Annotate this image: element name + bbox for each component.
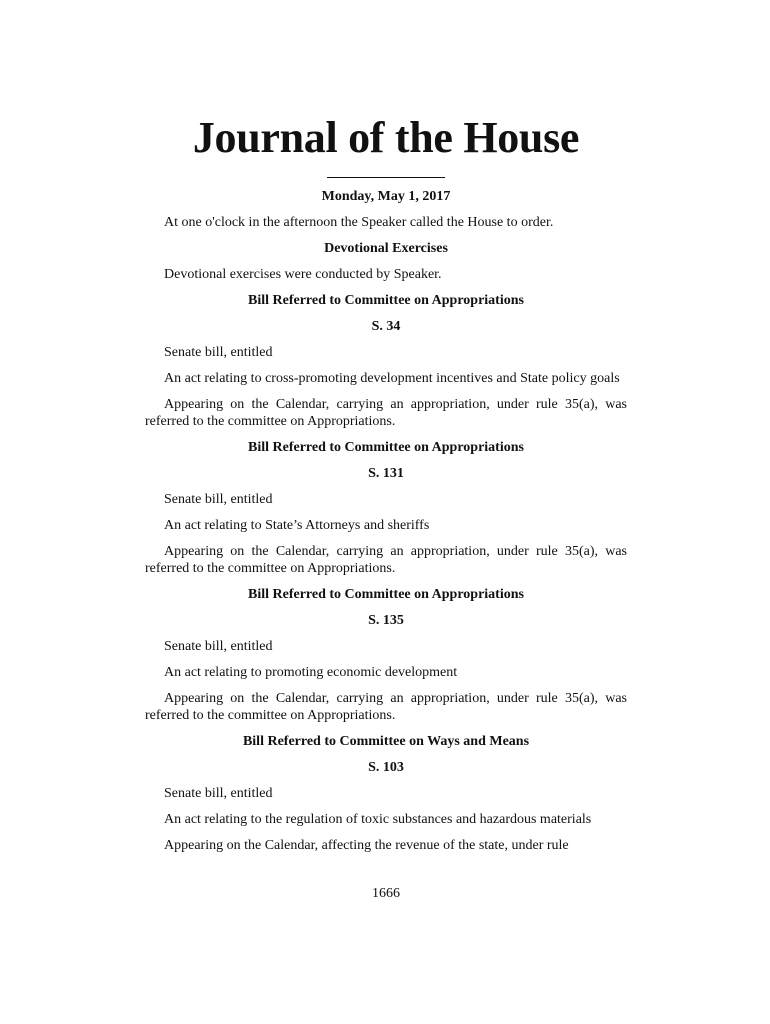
bill-intro: Senate bill, entitled [164,345,273,360]
bill-referral-text: Appearing on the Calendar, carrying an appropriation, under rule 35(a), was referred to the committee on Appropriations. [145,691,627,723]
journal-body [145,188,627,863]
call-to-order-text: At one o'clock in the afternoon the Speaker called the House to order. [164,215,554,230]
bill-act-title: An act relating to cross-promoting development incentives and State policy goals [164,371,620,386]
bill-act-title: An act relating to the regulation of toxic substances and hazardous materials [164,812,592,827]
bill-referral-heading: Bill Referred to Committee on Appropriations [248,440,524,455]
bill-intro: Senate bill, entitled [164,786,273,801]
devotional-heading: Devotional Exercises [324,241,448,256]
bill-referral-text: Appearing on the Calendar, carrying an appropriation, under rule 35(a), was referred to the committee on Appropriations. [145,397,627,429]
session-date: Monday, May 1, 2017 [321,189,451,204]
bill-intro: Senate bill, entitled [164,492,273,507]
bill-referral-text: Appearing on the Calendar, affecting the revenue of the state, under rule [164,838,569,853]
bill-number: S. 34 [371,319,401,334]
bill-referral-heading: Bill Referred to Committee on Appropriations [248,587,524,602]
journal-title: Journal of the House [192,113,580,162]
bill-referral-text: Appearing on the Calendar, carrying an appropriation, under rule 35(a), was referred to the committee on Appropriations. [145,544,627,576]
bill-referral-heading: Bill Referred to Committee on Ways and Means [242,734,530,749]
bill-act-title: An act relating to promoting economic development [164,665,458,680]
bill-number: S. 131 [368,466,404,481]
bill-intro: Senate bill, entitled [164,639,273,654]
page-number: 1666 [372,886,400,901]
bill-number: S. 103 [368,760,404,775]
devotional-text: Devotional exercises were conducted by Speaker. [164,267,442,282]
bill-act-title: An act relating to State’s Attorneys and sheriffs [164,518,430,533]
bill-referral-heading: Bill Referred to Committee on Appropriations [248,293,524,308]
bill-number: S. 135 [368,613,404,628]
title-rule [327,177,445,178]
